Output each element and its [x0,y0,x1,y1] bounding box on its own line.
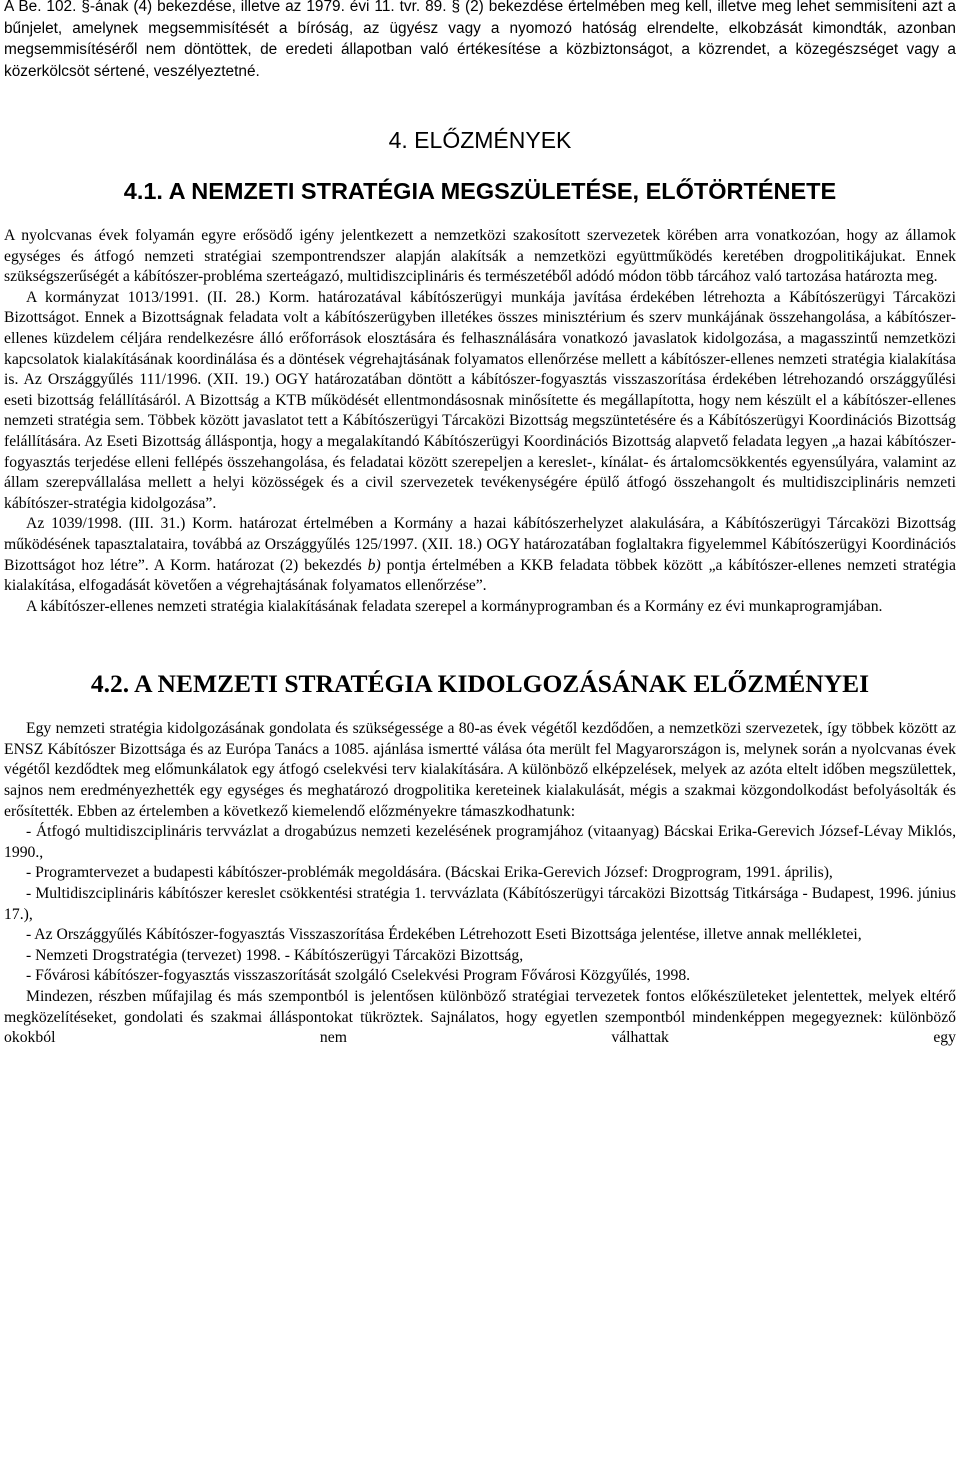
list-item: - Multidiszciplináris kábítószer kereslet csökkentési stratégia 1. tervvázlata (Kábítószerügyi tárcaközi Bizottság Titkársága - Budapest, 1996. június 17.), [4,885,956,923]
list-item: - Átfogó multidiszciplináris tervvázlat a drogabúzus nemzeti kezelésének programjához (vitaanyag) Bácskai Erika-Gerevich József-Lévay Miklós, 1990., [4,823,956,861]
list-item: - Fővárosi kábítószer-fogyasztás visszaszorítását szolgáló Cselekvési Program Fővárosi Közgyűlés, 1998. [26,967,691,985]
list-item: - Programtervezet a budapesti kábítószer-problémák megoldására. (Bácskai Erika-Gerevich József: Drogprogram, 1991. április), [26,864,833,882]
list-item: - Az Országgyűlés Kábítószer-fogyasztás Visszaszorítása Érdekében Létrehozott Eseti Bizottsága jelentése, illetve annak mellékletei, [26,926,862,944]
body-paragraph: Egy nemzeti stratégia kidolgozásának gondolata és szükségessége a 80-as évek végétől kezdődően, a nemzetközi szervezetek, így többek között az ENSZ Kábítószer Bizottsága és az Európa Tanács a 1085. ajánlása ismertté válása óta merült fel Magyarországon is, melynek során a nyolcvanas évek végétől kezdődtek meg előmunkálatok egy átfogó cselekvési terv kialakítására. A különböző elképzelések, melyek az azóta eltelt időben megszülettek, sajnos nem eredményezhették egy egységes és meghatározó drogpolitika kereteinek kialakulását, mégis a szakmai közgondolkodást befolyásolták és erősítették. Ebben az értelemben a következő kiemelendő előzményekre támaszkodhatunk: [4,720,956,820]
body-paragraph: A kormányzat 1013/1991. (II. 28.) Korm. határozatával kábítószerügyi munkája javítása érdekében létrehozta a Kábítószerügyi Tárcaközi Bizottságot. Ennek a Bizottságnak feladata volt a kábítószerügyben illetékes összes minisztérium és szerv munkájának összehangolása, a kábítószer-ellenes küzdelem céljára rendelkezésre álló erőforrások elosztására és felhasználására vonatkozó javaslatok kidolgozása, a magasszintű nemzetközi kapcsolatok kialakításának koordinálása és a döntések végrehajtásának folyamatos ellenőrzése mellett a kábítószer-ellenes nemzeti stratégia kialakítása is. Az Országgyűlés 111/1996. (XII. 19.) OGY határozatában döntött a kábítószer-fogyasztás visszaszorítása érdekében létrehozandó országgyűlési eseti bizottság felállításáról. A Bizottság a KTB működését ellentmondásosnak minősítette és megállapította, hogy nem készült el a kábítószer-ellenes nemzeti stratégia sem. Többek között javaslatot tett a Kábítószerügyi Tárcaközi Bizottság megszüntetésére és a Kábítószerügyi Koordinációs Bizottság felállítására. Az Eseti Bizottság álláspontja, hogy a megalakítandó Kábítószerügyi Koordinációs Bizottság alapvető feladata legyen „a hazai kábítószer-fogyasztás terjedése elleni fellépés összehangolása, és feladatai között szerepeljen a kereslet-, kínálat- és ártalomcsökkentés egyensúlyára, valamint az állam szerepvállalása mellett a helyi közösségek és a civil szervezetek tevékenységére épülő átfogó összehangolt és multidiszciplináris nemzeti kábítószer-stratégia kidolgozása”. [4,288,956,512]
intro-paragraph: A Be. 102. §-ának (4) bekezdése, illetve az 1979. évi 11. tvr. 89. § (2) bekezdése értelmében meg kell, illetve meg lehet semmisíteni azt a bűnjelet, amelynek megsemmisítését a bíróság, az ügyész vagy a nyomozó hatóság elrendelte, elkobzását kimondták, azonban megsemmisítéséről nem döntöttek, de eredeti állapotban való értékesítése a közbiztonságot, a közrendet, a közegészséget vagy a közerkölcsöt sértené, veszélyeztetné. [4,0,956,80]
section-1-body [4,226,956,617]
document-page [4,0,956,1049]
list-item: - Nemzeti Drogstratégia (tervezet) 1998. - Kábítószerügyi Tárcaközi Bizottság, [26,946,524,964]
body-paragraph: Mindezen, részben műfajilag és más szempontból is jelentősen különböző stratégiai tervezetek fontos előkészületeket jelentettek, melyek eltérő megközelítéseket, gondolati és szakmai álláspontokat tükröztek. Sajnálatos, hogy egyetlen szempontból mindenképpen megegyeznek: különböző okokból nem válhattak egy [4,988,956,1047]
section-1-title: 4.1. A NEMZETI STRATÉGIA MEGSZÜLETÉSE, ELŐTÖRTÉNETE [123,178,837,204]
body-paragraph: Az 1039/1998. (III. 31.) Korm. határozat értelmében a Kormány a hazai kábítószerhelyzet alakulására, a Kábítószerügyi Tárcaközi Bizottság működésének tapasztalataira, továbbá az Országgyűlés 125/1997. (XII. 18.) OGY határozatában foglaltakra figyelemmel Kábítószerügyi Koordinációs Bizottságot hoz létre”. A Korm. határozat (2) bekezdés b) pontja értelmében a KKB feladata többek között „a kábítószer-ellenes nemzeti stratégia kialakítása, elfogadását követően a végrehajtásának folyamatos ellenőrzése”. [4,515,956,595]
section-2-title: 4.2. A NEMZETI STRATÉGIA KIDOLGOZÁSÁNAK ELŐZMÉNYEI [90,669,870,699]
chapter-title: 4. ELŐZMÉNYEK [388,127,572,153]
body-paragraph: A nyolcvanas évek folyamán egyre erősödő igény jelentkezett a nemzetközi szakosított szervezetek körében arra vonatkozóan, hogy az államok egységes és átfogó nemzeti stratégiai szempontrendszer alapján alakítsák a nemzetközi együttműködés keretében drogpolitikájukat. Ennek szükségszerűségét a kábítószer-probléma szerteágazó, multidiszciplináris és természetéből adódó módon több tárcához való tartozása határozta meg. [4,227,956,286]
body-paragraph: A kábítószer-ellenes nemzeti stratégia kialakításának feladata szerepel a kormányprogramban és a Kormány ez évi munkaprogramjában. [26,597,883,615]
section-2-body [4,719,956,1049]
